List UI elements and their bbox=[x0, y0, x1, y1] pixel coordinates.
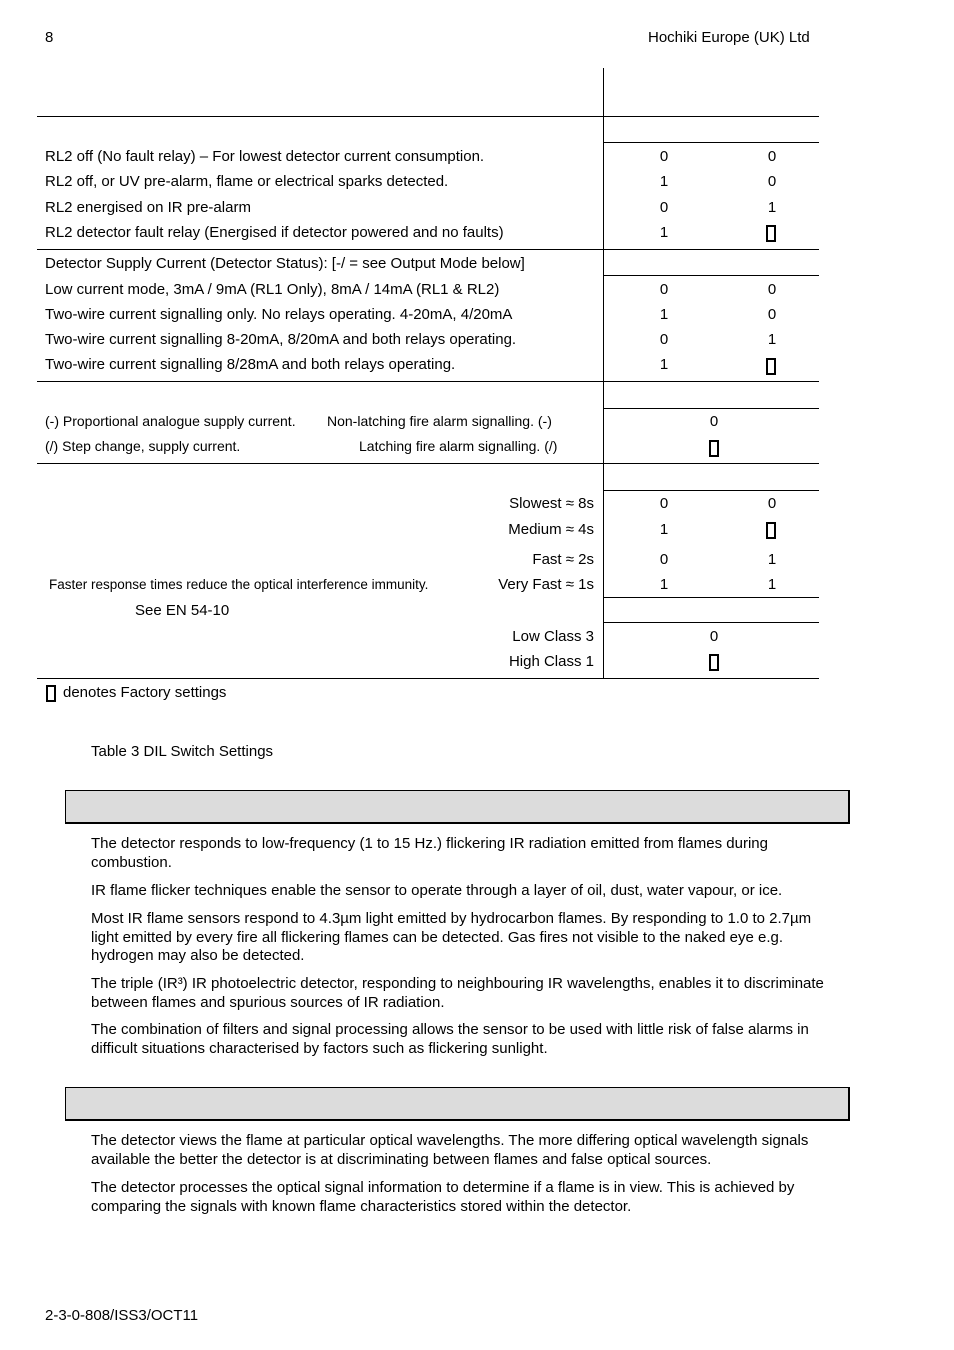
paragraph: The combination of filters and signal processing allows the sensor to be used with little risk of false alarms in difficult situations characterised by factors such as flickering sunlight. bbox=[91, 1021, 809, 1057]
table-rule bbox=[37, 116, 819, 117]
factory-setting-box-icon bbox=[766, 225, 776, 242]
table-row-label: RL2 detector fault relay (Energised if detector powered and no faults) bbox=[45, 224, 504, 241]
switch-value: 0 bbox=[659, 148, 669, 165]
class-note: See EN 54-10 bbox=[135, 602, 230, 619]
switch-value: 0 bbox=[659, 199, 669, 216]
switch-value: 0 bbox=[767, 148, 777, 165]
factory-setting-box-icon bbox=[766, 522, 776, 539]
switch-value: 0 bbox=[767, 173, 777, 190]
table-row-label: Low current mode, 3mA / 9mA (RL1 Only), 8mA / 14mA (RL1 & RL2) bbox=[45, 281, 500, 298]
paragraph: The detector views the flame at particular optical wavelengths. The more differing optical wavelength signals available the better the detector is at discriminating between flames and false optical sources. bbox=[91, 1132, 809, 1168]
switch-value: 1 bbox=[659, 173, 669, 190]
table-row-label: Two-wire current signalling 8-20mA, 8/20mA and both relays operating. bbox=[45, 331, 517, 348]
section-heading-bar bbox=[65, 1087, 850, 1121]
paragraph: IR flame flicker techniques enable the sensor to operate through a layer of oil, dust, water vapour, or ice. bbox=[91, 882, 783, 899]
switch-value: 0 bbox=[767, 306, 777, 323]
switch-value: 1 bbox=[659, 521, 669, 538]
section-heading-supply-current: Detector Supply Current (Detector Status): [-/ = see Output Mode below] bbox=[45, 255, 525, 272]
output-mode-label: (-) Proportional analogue supply current. bbox=[45, 413, 296, 429]
output-mode-label: (/) Step change, supply current. bbox=[45, 438, 241, 454]
paragraph: The detector responds to low-frequency (1 to 15 Hz.) flickering IR radiation emitted from flames during combustion. bbox=[91, 835, 768, 871]
switch-value: 0 bbox=[659, 331, 669, 348]
switch-value: 0 bbox=[709, 628, 719, 645]
paragraph: Most IR flame sensors respond to 4.3µm light emitted by hydrocarbon flames. By responding to 1.0 to 2.7µm light emitted by every fire all flickering flames can be detected. Gas fires not visible to the naked eye e.g. hydrogen may also be detected. bbox=[91, 910, 812, 964]
switch-value: 1 bbox=[767, 576, 777, 593]
switch-value: 1 bbox=[659, 576, 669, 593]
switch-value: 0 bbox=[709, 413, 719, 430]
switch-value: 1 bbox=[659, 306, 669, 323]
factory-setting-box-icon bbox=[709, 440, 719, 457]
switch-value: 0 bbox=[659, 281, 669, 298]
class-label: Low Class 3 bbox=[512, 628, 594, 645]
table-row-label: Two-wire current signalling 8/28mA and both relays operating. bbox=[45, 356, 456, 373]
class-label: High Class 1 bbox=[508, 653, 594, 670]
switch-value: 1 bbox=[767, 551, 777, 568]
switch-value: 0 bbox=[659, 551, 669, 568]
switch-value: 1 bbox=[659, 224, 669, 241]
factory-setting-box-icon bbox=[709, 654, 719, 671]
response-time-note: Faster response times reduce the optical interference immunity. bbox=[49, 577, 429, 592]
switch-value: 0 bbox=[767, 495, 777, 512]
section-heading-bar bbox=[65, 790, 850, 824]
table-rule bbox=[603, 408, 819, 409]
table-row-label: RL2 off (No fault relay) – For lowest detector current consumption. bbox=[45, 148, 485, 165]
switch-value: 0 bbox=[659, 495, 669, 512]
table-rule bbox=[37, 678, 819, 679]
output-mode-label: Non-latching fire alarm signalling. (-) bbox=[327, 413, 552, 429]
table-row-label: RL2 off, or UV pre-alarm, flame or electrical sparks detected. bbox=[45, 173, 449, 190]
table-row-label: Two-wire current signalling only. No relays operating. 4-20mA, 4/20mA bbox=[45, 306, 513, 323]
factory-setting-box-icon bbox=[766, 358, 776, 375]
response-time-label: Medium ≈ 4s bbox=[508, 521, 594, 538]
table-rule bbox=[37, 381, 819, 382]
switch-value: 1 bbox=[659, 356, 669, 373]
table-rule bbox=[603, 275, 819, 276]
switch-value: 1 bbox=[767, 199, 777, 216]
table-rule bbox=[603, 597, 819, 598]
table-column-divider bbox=[603, 68, 604, 679]
output-mode-label: Latching fire alarm signalling. (/) bbox=[359, 438, 558, 454]
table-rule bbox=[37, 463, 819, 464]
table-rule bbox=[603, 622, 819, 623]
table-caption: Table 3 DIL Switch Settings bbox=[91, 743, 274, 760]
table-rule bbox=[37, 249, 819, 250]
table-row-label: RL2 energised on IR pre-alarm bbox=[45, 199, 251, 216]
switch-value: 0 bbox=[767, 281, 777, 298]
table-rule bbox=[603, 142, 819, 143]
response-time-label: Slowest ≈ 8s bbox=[509, 495, 594, 512]
paragraph: The triple (IR³) IR photoelectric detector, responding to neighbouring IR wavelengths, enables it to discriminate between flames and spurious sources of IR radiation. bbox=[91, 975, 824, 1011]
page-number: 8 bbox=[45, 29, 54, 46]
response-time-label: Very Fast ≈ 1s bbox=[498, 576, 594, 593]
response-time-label: Fast ≈ 2s bbox=[532, 551, 594, 568]
paragraph: The detector processes the optical signal information to determine if a flame is in view. This is achieved by comparing the signals with known flame characteristics stored within the detector. bbox=[91, 1179, 795, 1215]
legend-text: denotes Factory settings bbox=[63, 684, 227, 701]
company-name: Hochiki Europe (UK) Ltd bbox=[648, 29, 810, 46]
document-reference: 2-3-0-808/ISS3/OCT11 bbox=[45, 1307, 199, 1324]
switch-value: 1 bbox=[767, 331, 777, 348]
table-rule bbox=[603, 490, 819, 491]
factory-setting-box-icon bbox=[46, 685, 56, 702]
